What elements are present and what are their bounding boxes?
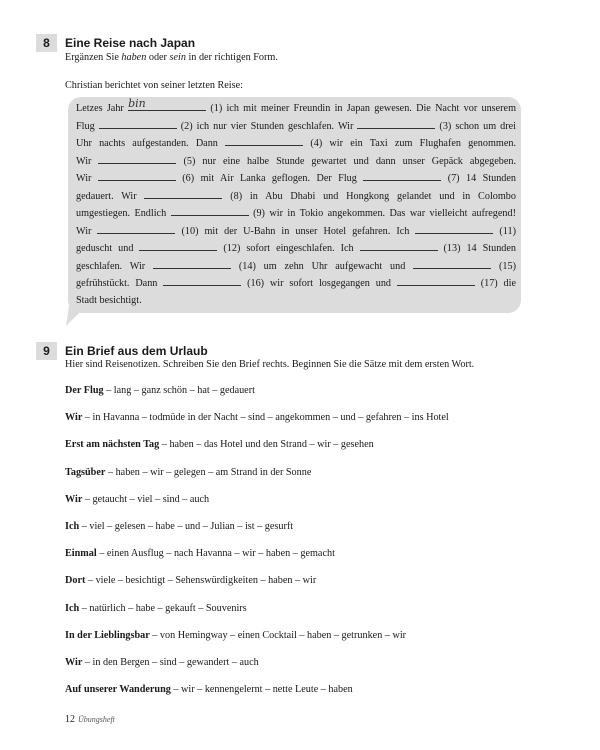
travel-note-item [65, 603, 247, 614]
travel-note-first-word: Dort [65, 575, 86, 587]
travel-note-first-word: In der Lieblingsbar [65, 629, 150, 641]
travel-note-first-word: Der Flug [65, 385, 104, 396]
story-line [76, 189, 516, 204]
travel-note-first-word: Wir [65, 657, 83, 668]
story-text-segment: (3) schon um drei [435, 120, 517, 132]
example-answer: bin [128, 97, 146, 110]
story-text-segment: (6) mit Air Lanka geflogen. Der Flug [175, 173, 364, 184]
story-text-segment: (8) in Abu Dhabi und Hongkong gelandet und in Colombo [222, 190, 516, 202]
story-text-segment: (16) wir sofort losgegangen und [241, 278, 397, 289]
travel-note-item [65, 412, 449, 423]
travel-note-first-word: Ich [65, 602, 80, 614]
answer-blank[interactable] [98, 154, 176, 164]
story-text-segment: (1) ich mit meiner Freundin in Japan gewesen. Die Nacht vor unserem [206, 103, 516, 114]
travel-note-first-word: Ich [65, 521, 80, 532]
story-text-segment: Flug [76, 120, 99, 132]
travel-note-words: – getaucht – viel – sind – auch [82, 493, 210, 505]
travel-note-item [65, 684, 353, 695]
story-text-segment: Uhr nachts aufgestanden. Dann [76, 138, 226, 149]
story-text-segment: (17) die [474, 278, 516, 289]
exercise-8-title: Eine Reise nach Japan [65, 36, 196, 50]
exercise-8-intro: Christian berichtet von seiner letzten Reise: [65, 80, 243, 91]
story-text-segment: (4) wir ein Taxi zum Flughafen genommen. [303, 138, 516, 149]
story-text-segment: umgestiegen. Endlich [76, 208, 171, 219]
travel-note-item [65, 467, 311, 478]
travel-note-words: – lang – ganz schön – hat – gedauert [103, 385, 255, 396]
story-line [76, 276, 516, 291]
story-text-segment: (10) mit der U-Bahn in unser Hotel gefahren. Ich [175, 225, 416, 237]
answer-blank[interactable] [144, 189, 222, 199]
story-line [76, 259, 516, 274]
story-text-segment: gefrühstückt. Dann [76, 278, 164, 289]
exercise-8-number: 8 [36, 34, 57, 52]
story-text-segment: Letzes Jahr [76, 103, 129, 114]
story-text-segment: Wir [76, 155, 99, 167]
story-line [76, 224, 516, 239]
exercise-8-instruction: Ergänzen Sie haben oder sein in der richtigen Form. [65, 52, 278, 63]
travel-note-item [65, 439, 374, 450]
story-text-segment: (14) um zehn Uhr aufgewacht und [231, 260, 414, 272]
story-text-segment: Wir [76, 225, 98, 237]
story-text-segment: geduscht und [76, 243, 140, 254]
travel-note-words: – natürlich – habe – gekauft – Souvenirs [79, 602, 247, 614]
travel-note-item [65, 548, 335, 559]
story-line [76, 136, 516, 151]
travel-note-item [65, 385, 255, 396]
story-text-segment: (11) [493, 225, 516, 237]
footer-label: Übungsheft [78, 715, 115, 724]
answer-blank[interactable] [357, 119, 435, 129]
travel-note-first-word: Erst am nächsten Tag [65, 439, 160, 451]
story-text-segment: gedauert. Wir [76, 190, 145, 202]
answer-blank[interactable] [153, 259, 231, 269]
story-text-segment: (2) ich nur vier Stunden geschlafen. Wir [176, 120, 358, 132]
page-number: 12 [65, 714, 75, 725]
story-line [76, 294, 516, 308]
exercise-9-title: Ein Brief aus dem Urlaub [65, 344, 208, 358]
travel-note-first-word: Tagsüber [65, 466, 106, 478]
travel-note-words: – haben – das Hotel und den Strand – wir – gesehen [159, 439, 374, 451]
answer-blank[interactable] [98, 171, 176, 181]
travel-note-first-word: Wir [65, 493, 83, 505]
answer-blank[interactable] [415, 224, 493, 234]
story-text-segment: (13) 14 Stunden [437, 243, 517, 254]
exercise-9-instruction: Hier sind Reisenotizen. Schreiben Sie den Brief rechts. Beginnen Sie die Sätze mit dem ersten Wort. [65, 359, 475, 370]
story-text-segment: (15) [491, 260, 516, 272]
travel-note-item [65, 575, 316, 586]
story-line [76, 154, 516, 169]
story-line [76, 241, 516, 256]
travel-note-first-word: Einmal [65, 548, 97, 560]
answer-blank[interactable] [139, 241, 217, 251]
story-text-segment: (9) wir in Tokio angekommen. Das war vielleicht aufregend! [248, 208, 517, 219]
story-line [76, 119, 516, 134]
answer-blank[interactable] [360, 241, 438, 251]
story-text-segment: (12) sofort eingeschlafen. Ich [217, 243, 360, 254]
exercise-9-number: 9 [36, 342, 57, 360]
story-text-segment: (5) nur eine halbe Stunde gewartet und dann unser Gepäck abgegeben. [176, 155, 517, 167]
travel-note-item [65, 630, 406, 641]
travel-note-item [65, 657, 259, 668]
travel-note-words: – in Havanna – todmüde in der Nacht – sind – angekommen – und – gefahren – ins Hotel [82, 412, 449, 424]
answer-blank[interactable] [171, 206, 249, 216]
story-line [76, 171, 516, 186]
story-text-segment: geschlafen. Wir [76, 260, 154, 272]
travel-note-words: – wir – kennengelernt – nette Leute – haben [170, 684, 353, 696]
story-text-segment: (7) 14 Stunden [441, 173, 516, 184]
story-text-segment: Stadt besichtigt. [76, 294, 142, 306]
travel-note-words: – viele – besichtigt – Sehenswürdigkeiten – haben – wir [85, 575, 317, 587]
travel-note-item [65, 494, 209, 505]
answer-blank[interactable] [397, 276, 475, 286]
travel-note-words: – von Hemingway – einen Cocktail – haben – getrunken – wir [149, 629, 407, 641]
travel-note-words: – viel – gelesen – habe – und – Julian – ist – gesurft [79, 521, 294, 532]
travel-note-item [65, 521, 293, 532]
answer-blank[interactable] [99, 119, 177, 129]
answer-blank[interactable] [97, 224, 175, 234]
answer-blank[interactable] [413, 259, 491, 269]
answer-blank[interactable] [225, 136, 303, 146]
travel-note-words: – einen Ausflug – nach Havanna – wir – haben – gemacht [96, 548, 335, 560]
travel-note-words: – haben – wir – gelegen – am Strand in der Sonne [105, 466, 312, 478]
answer-blank[interactable] [163, 276, 241, 286]
story-line [76, 206, 516, 221]
travel-note-first-word: Wir [65, 412, 83, 424]
answer-blank[interactable] [363, 171, 441, 181]
story-text-segment: Wir [76, 173, 98, 184]
story-line [76, 97, 516, 116]
travel-note-words: – in den Bergen – sind – gewandert – auch [82, 657, 259, 668]
example-answer-blank [128, 97, 206, 111]
travel-note-first-word: Auf unserer Wanderung [65, 684, 171, 696]
